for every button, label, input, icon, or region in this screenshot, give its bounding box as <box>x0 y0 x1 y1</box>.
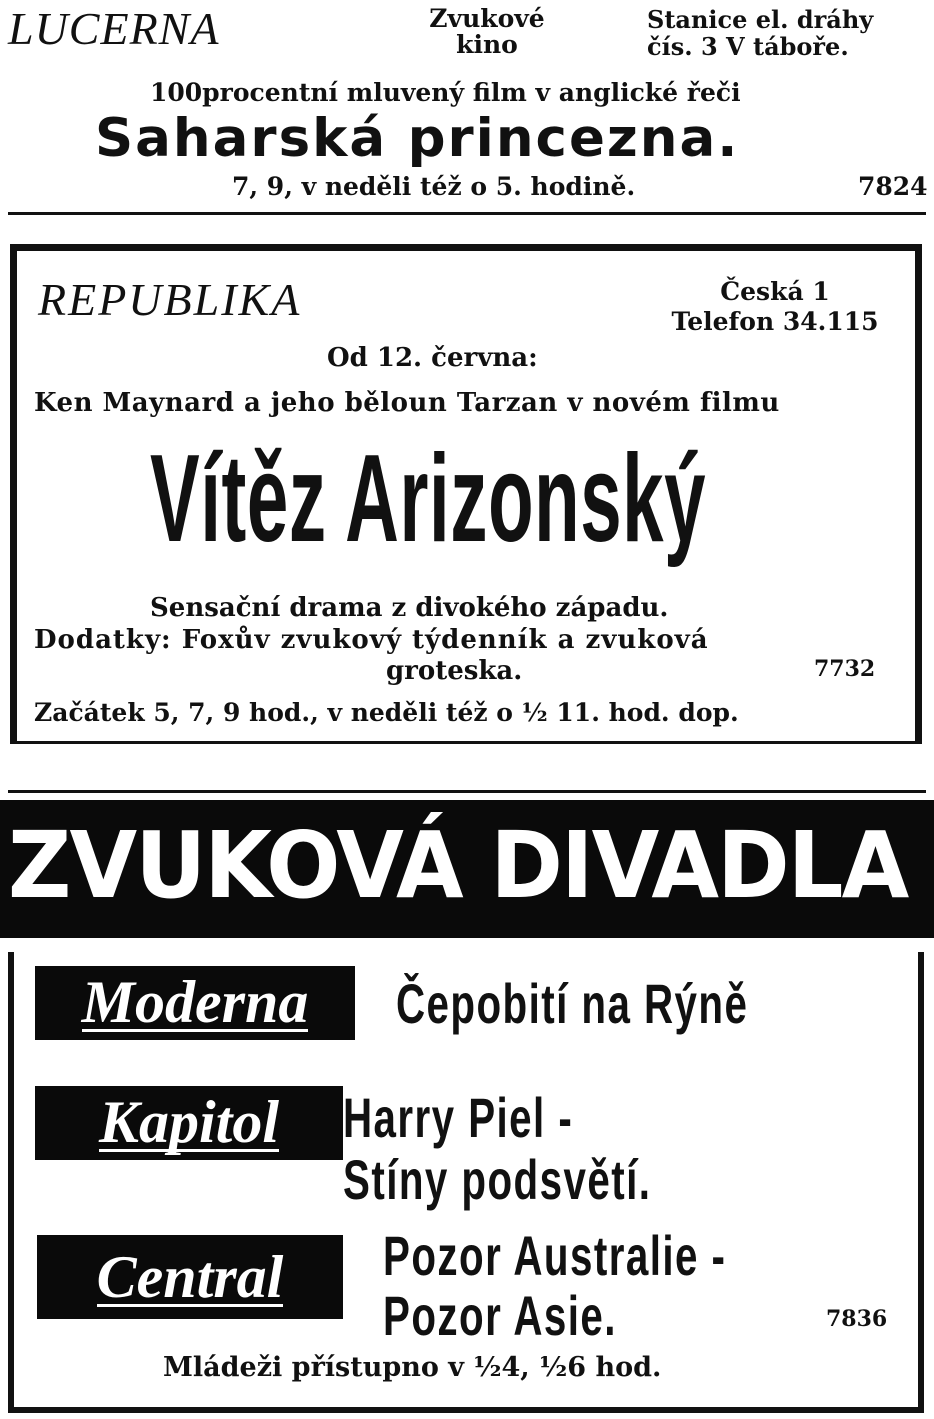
republika-genre: Sensační drama z divokého západu. <box>150 593 669 623</box>
republika-start-times: Začátek 5, 7, 9 hod., v neděli též o ½ 11. hod. dop. <box>34 698 739 727</box>
lucerna-address <box>647 6 873 60</box>
lucerna-description: 100procentní mluvený film v anglické řeči <box>150 78 741 107</box>
lucerna-name: LUCERNA <box>8 3 220 54</box>
lucerna-address-line2: čís. 3 V táboře. <box>647 32 849 61</box>
cinema-name: Moderna <box>81 969 309 1035</box>
republika-name: REPUBLIKA <box>38 274 302 325</box>
lucerna-code: 7824 <box>858 172 928 201</box>
cinema-name: Central <box>96 1244 284 1310</box>
film-title: Harry Piel - <box>343 1086 574 1149</box>
republika-address <box>664 277 886 337</box>
film-title: Pozor Australie - <box>383 1224 727 1287</box>
zvukova-divadla-code: 7836 <box>826 1306 888 1332</box>
youth-note: Mládeži přístupno v ½4, ½6 hod. <box>163 1352 662 1383</box>
cinema-plate-kapitol <box>35 1086 343 1160</box>
zvukova-divadla-title: ZVUKOVÁ DIVADLA <box>8 812 908 919</box>
republika-film-title: Vítěz Arizonský <box>150 430 707 568</box>
republika-code: 7732 <box>814 656 876 682</box>
cinema-name: Kapitol <box>98 1089 280 1155</box>
lucerna-kind-line1: Zvukové <box>429 4 545 33</box>
republika-extras-cont: groteska. <box>386 656 523 686</box>
republika-address-line2: Telefon 34.115 <box>671 307 879 336</box>
film-title-cont: Pozor Asie. <box>383 1284 617 1347</box>
republika-address-line1: Česká 1 <box>720 277 830 306</box>
divider <box>8 212 926 215</box>
republika-from-date: Od 12. června: <box>327 343 538 373</box>
cinema-plate-central <box>37 1235 343 1319</box>
film-title-cont: Stíny podsvětí. <box>343 1148 652 1211</box>
lucerna-film-title: Saharská princezna. <box>95 108 740 169</box>
divider <box>8 790 926 793</box>
lucerna-times: 7, 9, v neděli též o 5. hodině. <box>232 172 636 201</box>
lucerna-kind-line2: kino <box>456 30 518 59</box>
film-title: Čepobití na Rýně <box>396 972 749 1035</box>
cinema-plate-moderna <box>35 966 355 1040</box>
lucerna-address-line1: Stanice el. dráhy <box>647 5 874 34</box>
republika-cast-line: Ken Maynard a jeho běloun Tarzan v novém filmu <box>34 388 780 418</box>
republika-extras: Dodatky: Foxův zvukový týdenník a zvuková <box>34 625 709 655</box>
lucerna-kind <box>412 6 562 58</box>
